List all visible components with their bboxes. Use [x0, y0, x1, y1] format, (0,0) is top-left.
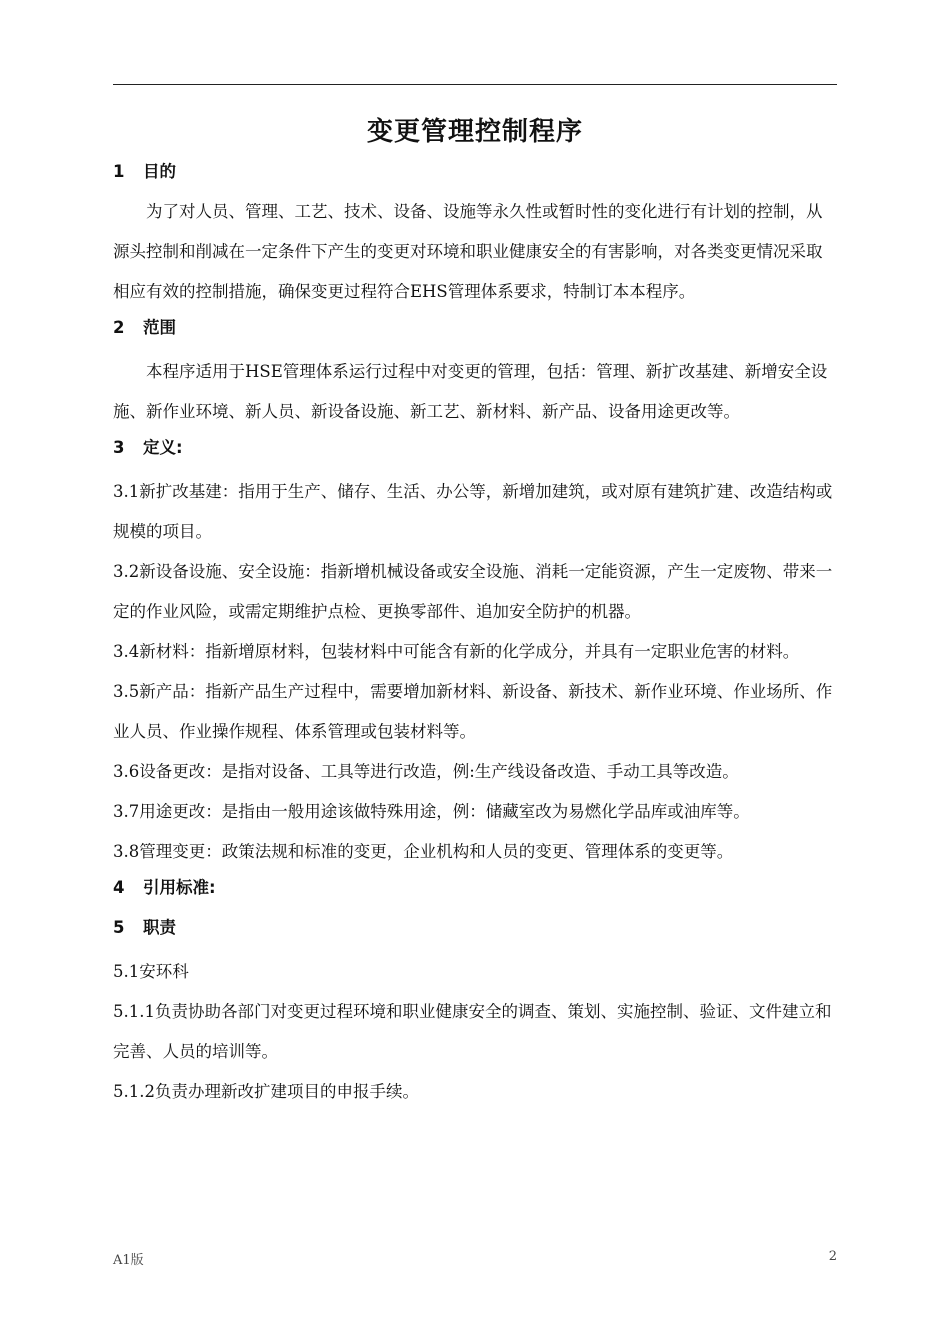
section-heading-responsibilities [113, 912, 837, 952]
responsibility-item: 5.1.1负责协助各部门对变更过程环境和职业健康安全的调查、策划、实施控制、验证、文件建立和完善、人员的培训等。 [113, 1002, 832, 1061]
section-title: 定义: [143, 438, 183, 457]
section-title: 引用标准: [143, 878, 216, 897]
header-rule [113, 84, 837, 85]
definition-item: 3.6设备更改：是指对设备、工具等进行改造，例:生产线设备改造、手动工具等改造。 [113, 762, 739, 781]
section-number: 4 [113, 878, 125, 897]
section-number: 2 [113, 318, 125, 337]
document-title: 变更管理控制程序 [366, 117, 583, 147]
section-heading-definitions [113, 432, 837, 472]
responsibility-item: 5.1安环科 [113, 962, 189, 981]
definition-item: 3.5新产品：指新产品生产过程中，需要增加新材料、新设备、新技术、新作业环境、作业场所、作业人员、作业操作规程、体系管理或包装材料等。 [113, 682, 833, 741]
responsibility-item: 5.1.2负责办理新改扩建项目的申报手续。 [113, 1082, 419, 1101]
definition-item: 3.8管理变更：政策法规和标准的变更，企业机构和人员的变更、管理体系的变更等。 [113, 842, 734, 861]
section-title: 职责 [143, 918, 176, 937]
section-title: 范围 [143, 318, 176, 337]
section-number: 1 [113, 162, 125, 181]
document-body [113, 156, 837, 1112]
section-number: 3 [113, 438, 125, 457]
footer-version: A1版 [113, 1253, 144, 1268]
definition-item: 3.1新扩改基建：指用于生产、储存、生活、办公等，新增加建筑，或对原有建筑扩建、改造结构或规模的项目。 [113, 482, 833, 541]
paragraph-purpose: 为了对人员、管理、工艺、技术、设备、设施等永久性或暂时性的变化进行有计划的控制，从源头控制和削减在一定条件下产生的变更对环境和职业健康安全的有害影响，对各类变更情况采取相应有效的控制措施，确保变更过程符合EHS管理体系要求，特制订本本程序。 [113, 202, 823, 301]
section-title: 目的 [143, 162, 176, 181]
section-heading-scope [113, 312, 837, 352]
paragraph-scope: 本程序适用于HSE管理体系运行过程中对变更的管理，包括：管理、新扩改基建、新增安全设施、新作业环境、新人员、新设备设施、新工艺、新材料、新产品、设备用途更改等。 [113, 362, 828, 421]
definition-item: 3.2新设备设施、安全设施：指新增机械设备或安全设施、消耗一定能资源，产生一定废物、带来一定的作业风险，或需定期维护点检、更换零部件、追加安全防护的机器。 [113, 562, 833, 621]
definition-item: 3.7用途更改：是指由一般用途该做特殊用途，例：储藏室改为易燃化学品库或油库等。 [113, 802, 750, 821]
definition-item: 3.4新材料：指新增原材料，包装材料中可能含有新的化学成分，并具有一定职业危害的材料。 [113, 642, 800, 661]
section-heading-references [113, 872, 837, 912]
footer-page-number: 2 [828, 1249, 837, 1264]
section-number: 5 [113, 918, 125, 937]
section-heading-purpose [113, 156, 837, 196]
